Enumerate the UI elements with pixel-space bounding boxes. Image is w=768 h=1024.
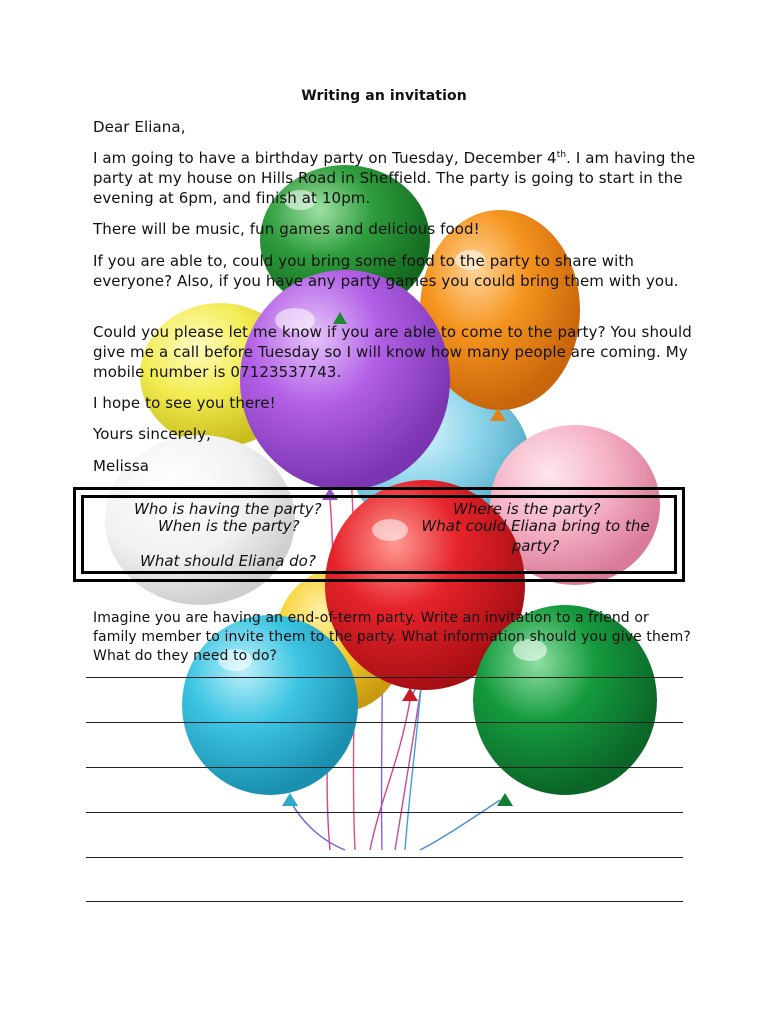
letter-paragraph-2: There will be music, fun games and delicious food! <box>93 220 480 238</box>
letter-greeting: Dear Eliana, <box>93 118 186 136</box>
writing-line[interactable] <box>86 722 683 723</box>
letter-closing: Yours sincerely, <box>93 425 212 443</box>
letter-paragraph-5: I hope to see you there! <box>93 394 276 412</box>
question-what-bring: What could Eliana bring to the party? <box>421 517 650 555</box>
letter-paragraph-4: Could you please let me know if you are able to come to the party? You should give me a call before Tuesday so I will know how many people are coming. My mobile number is 07123537743. <box>93 323 692 381</box>
question-who: Who is having the party? <box>134 500 322 518</box>
page-title: Writing an invitation <box>301 88 467 104</box>
writing-line[interactable] <box>86 901 683 902</box>
question-what-do: What should Eliana do? <box>140 552 316 570</box>
writing-line[interactable] <box>86 812 683 813</box>
paragraph-1-start: I am going to have a birthday party on Tuesday, December 4 <box>93 149 557 167</box>
question-when: When is the party? <box>158 517 300 535</box>
paragraph-1-end: . I am having the party at my house on Hills Road in Sheffield. The party is going to start in the evening at 6pm, and finish at 10pm. <box>93 149 696 207</box>
question-where: Where is the party? <box>453 500 601 518</box>
letter-paragraph-3: If you are able to, could you bring some food to the party to share with everyone? Also, if you have any party games you could bring them with you. <box>93 252 679 290</box>
ordinal-suffix: th <box>556 150 567 160</box>
writing-line[interactable] <box>86 677 683 678</box>
writing-line[interactable] <box>86 857 683 858</box>
writing-line[interactable] <box>86 767 683 768</box>
task-instructions: Imagine you are having an end-of-term party. Write an invitation to a friend or family member to invite them to the party. What information should you give them? What do they need to do? <box>93 610 691 664</box>
letter-paragraph-1 <box>93 148 703 208</box>
letter-signature: Melissa <box>93 457 150 475</box>
